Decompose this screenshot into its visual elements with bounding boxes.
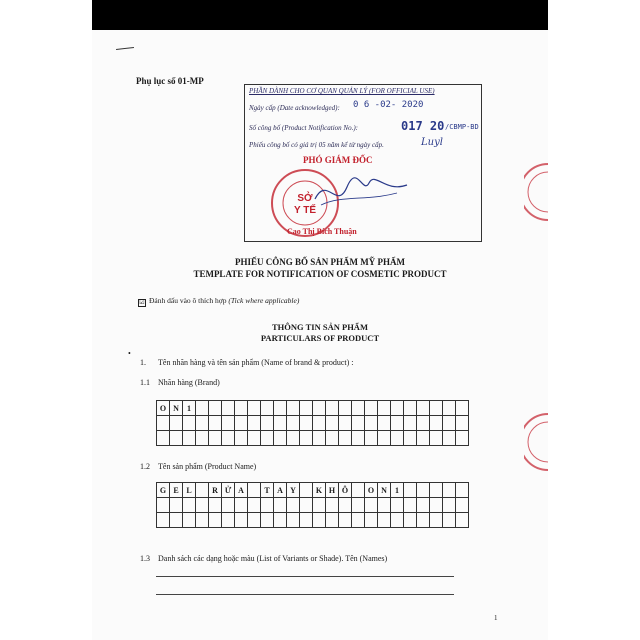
grid-cell [313,431,326,446]
grid-cell [170,416,183,431]
variants-entry-line [156,576,454,577]
grid-cell [326,431,339,446]
grid-cell [235,431,248,446]
grid-cell [300,401,313,416]
grid-cell [235,498,248,513]
grid-cell [313,401,326,416]
grid-cell [326,513,339,528]
grid-cell [209,416,222,431]
grid-cell [287,513,300,528]
grid-cell [287,498,300,513]
tick-instruction-vn: Đánh dấu vào ô thích hợp [149,296,227,305]
grid-cell: N [170,401,183,416]
grid-cell [456,513,469,528]
grid-cell [261,416,274,431]
grid-cell [183,513,196,528]
grid-cell [274,401,287,416]
grid-cell [339,498,352,513]
grid-cell [326,401,339,416]
deputy-director-title: PHÓ GIÁM ĐỐC [303,155,373,165]
grid-cell [430,431,443,446]
grid-cell: O [157,401,170,416]
date-acknowledged-label: Ngày cấp (Date acknowledged): [249,104,340,112]
grid-cell [313,513,326,528]
grid-cell [352,513,365,528]
grid-cell: T [261,483,274,498]
grid-cell [196,498,209,513]
grid-cell [170,513,183,528]
item-1-3 [140,554,387,563]
grid-row [157,498,469,513]
item-1-2 [140,462,256,471]
grid-cell: 1 [183,401,196,416]
grid-cell [196,401,209,416]
grid-cell [391,416,404,431]
tick-instruction [138,296,299,306]
item-1-label: Tên nhãn hàng và tên sản phẩm (Name of brand & product) : [158,358,354,367]
grid-cell [456,498,469,513]
grid-cell [183,431,196,446]
brand-grid [156,400,469,446]
grid-cell [222,431,235,446]
section-title-vietnamese: THÔNG TIN SẢN PHẨM [272,322,368,332]
grid-cell [365,416,378,431]
grid-cell [443,513,456,528]
title-vietnamese: PHIẾU CÔNG BỐ SẢN PHẨM MỸ PHẨM [235,257,405,267]
section-title-english: PARTICULARS OF PRODUCT [260,333,380,343]
product-name-grid [156,482,469,528]
grid-cell [300,416,313,431]
grid-cell [222,498,235,513]
grid-cell: O [365,483,378,498]
grid-cell [300,498,313,513]
grid-cell [378,431,391,446]
grid-row [157,513,469,528]
grid-cell [365,498,378,513]
grid-cell: N [378,483,391,498]
grid-cell [430,416,443,431]
grid-cell [235,416,248,431]
grid-cell [170,498,183,513]
grid-cell [248,401,261,416]
grid-cell [157,431,170,446]
grid-cell [443,401,456,416]
grid-cell [430,483,443,498]
grid-cell [391,431,404,446]
grid-cell [378,401,391,416]
grid-cell [274,431,287,446]
grid-cell [404,483,417,498]
grid-cell [209,431,222,446]
grid-cell [248,431,261,446]
grid-row [157,416,469,431]
grid-cell [196,416,209,431]
official-use-heading: PHẦN DÀNH CHO CƠ QUAN QUẢN LÝ (FOR OFFICIAL USE) [249,87,435,95]
grid-cell [417,513,430,528]
grid-cell: K [313,483,326,498]
grid-cell [365,431,378,446]
grid-cell [326,416,339,431]
grid-cell [430,513,443,528]
grid-cell [417,431,430,446]
grid-cell [170,431,183,446]
grid-cell [287,401,300,416]
grid-cell: R [209,483,222,498]
director-signature-icon [307,165,417,225]
grid-cell [443,431,456,446]
grid-cell [378,513,391,528]
grid-cell [274,416,287,431]
grid-cell [248,513,261,528]
grid-cell [287,431,300,446]
grid-cell [352,431,365,446]
tick-instruction-en: (Tick where applicable) [228,296,300,305]
item-1-2-label: Tên sản phẩm (Product Name) [158,462,257,471]
grid-cell [261,431,274,446]
signer-name: Cao Thị Bích Thuận [287,227,357,236]
grid-cell [209,401,222,416]
grid-cell [365,401,378,416]
grid-cell [274,498,287,513]
grid-cell [365,513,378,528]
grid-cell [235,513,248,528]
validity-label: Phiếu công bố có giá trị 05 năm kể từ ngày cấp. [249,141,384,149]
notification-number-suffix: /CBMP-BD [445,123,479,131]
grid-cell [209,513,222,528]
grid-cell [339,513,352,528]
dash-mark [116,47,134,50]
grid-cell [404,513,417,528]
grid-cell [183,416,196,431]
grid-cell [339,431,352,446]
grid-cell [339,401,352,416]
grid-cell [300,483,313,498]
grid-cell [248,498,261,513]
grid-cell [404,416,417,431]
grid-cell [313,416,326,431]
grid-cell: G [157,483,170,498]
grid-cell [300,431,313,446]
grid-cell [352,483,365,498]
grid-cell: A [274,483,287,498]
grid-cell [196,513,209,528]
grid-cell: Y [287,483,300,498]
grid-cell [443,498,456,513]
grid-cell [352,416,365,431]
seal-text: SỞ [297,193,313,204]
grid-cell [417,416,430,431]
grid-cell [300,513,313,528]
item-1-3-label: Danh sách các dạng hoặc màu (List of Variants or Shade). Tên (Names) [158,554,388,563]
grid-cell [261,513,274,528]
grid-cell [287,416,300,431]
grid-cell [339,416,352,431]
variants-entry-line [156,594,454,595]
grid-cell [443,483,456,498]
title-english: TEMPLATE FOR NOTIFICATION OF COSMETIC PRODUCT [193,269,447,279]
grid-cell [391,401,404,416]
page-number: 1 [494,614,498,622]
grid-cell [196,483,209,498]
grid-cell [157,513,170,528]
grid-cell [391,513,404,528]
grid-cell [378,416,391,431]
notification-number-label: Số công bố (Product Notification No.): [249,124,359,132]
grid-row [157,431,469,446]
item-1-1-number: 1.1 [140,378,150,387]
grid-cell [417,483,430,498]
initials-signature: Luyl [421,137,443,148]
checked-box-icon: ☑ [139,300,145,306]
item-1-1-label: Nhãn hàng (Brand) [158,378,220,387]
grid-cell: Ử [222,483,235,498]
item-1 [140,358,354,367]
grid-cell [417,498,430,513]
grid-cell: A [235,483,248,498]
grid-cell: E [170,483,183,498]
grid-cell [326,498,339,513]
edge-seal-icon [524,412,548,472]
top-black-bar [92,0,548,30]
date-acknowledged-value: 0 6 -02- 2020 [353,100,424,110]
document-page [92,30,548,640]
grid-cell [378,498,391,513]
grid-cell: L [183,483,196,498]
bullet-mark: • [128,349,131,358]
grid-cell [430,498,443,513]
grid-cell [274,513,287,528]
item-1-2-number: 1.2 [140,462,150,471]
grid-cell: Ô [339,483,352,498]
grid-cell [404,431,417,446]
item-1-number: 1. [140,358,146,367]
notification-number-value: 017 20 [401,119,445,133]
grid-cell [196,431,209,446]
grid-cell [235,401,248,416]
grid-cell [391,498,404,513]
grid-cell [456,416,469,431]
grid-cell [456,483,469,498]
grid-cell [248,416,261,431]
grid-cell [222,513,235,528]
grid-cell [261,498,274,513]
grid-cell [313,498,326,513]
grid-cell [443,416,456,431]
grid-cell: H [326,483,339,498]
grid-cell [404,498,417,513]
grid-cell [456,431,469,446]
grid-cell [248,483,261,498]
edge-seal-icon [524,162,548,222]
official-use-box [244,84,482,242]
grid-cell [209,498,222,513]
item-1-1 [140,378,220,387]
grid-cell [456,401,469,416]
grid-cell [352,498,365,513]
grid-cell [261,401,274,416]
grid-row [157,401,469,416]
grid-cell [222,401,235,416]
grid-cell [183,498,196,513]
appendix-label: Phụ lục số 01-MP [136,76,204,86]
grid-cell [430,401,443,416]
item-1-3-number: 1.3 [140,554,150,563]
grid-cell [157,498,170,513]
grid-cell: 1 [391,483,404,498]
grid-cell [417,401,430,416]
grid-cell [404,401,417,416]
grid-cell [222,416,235,431]
grid-cell [157,416,170,431]
svg-text:Y TẾ: Y TẾ [293,205,317,216]
grid-row [157,483,469,498]
grid-cell [352,401,365,416]
